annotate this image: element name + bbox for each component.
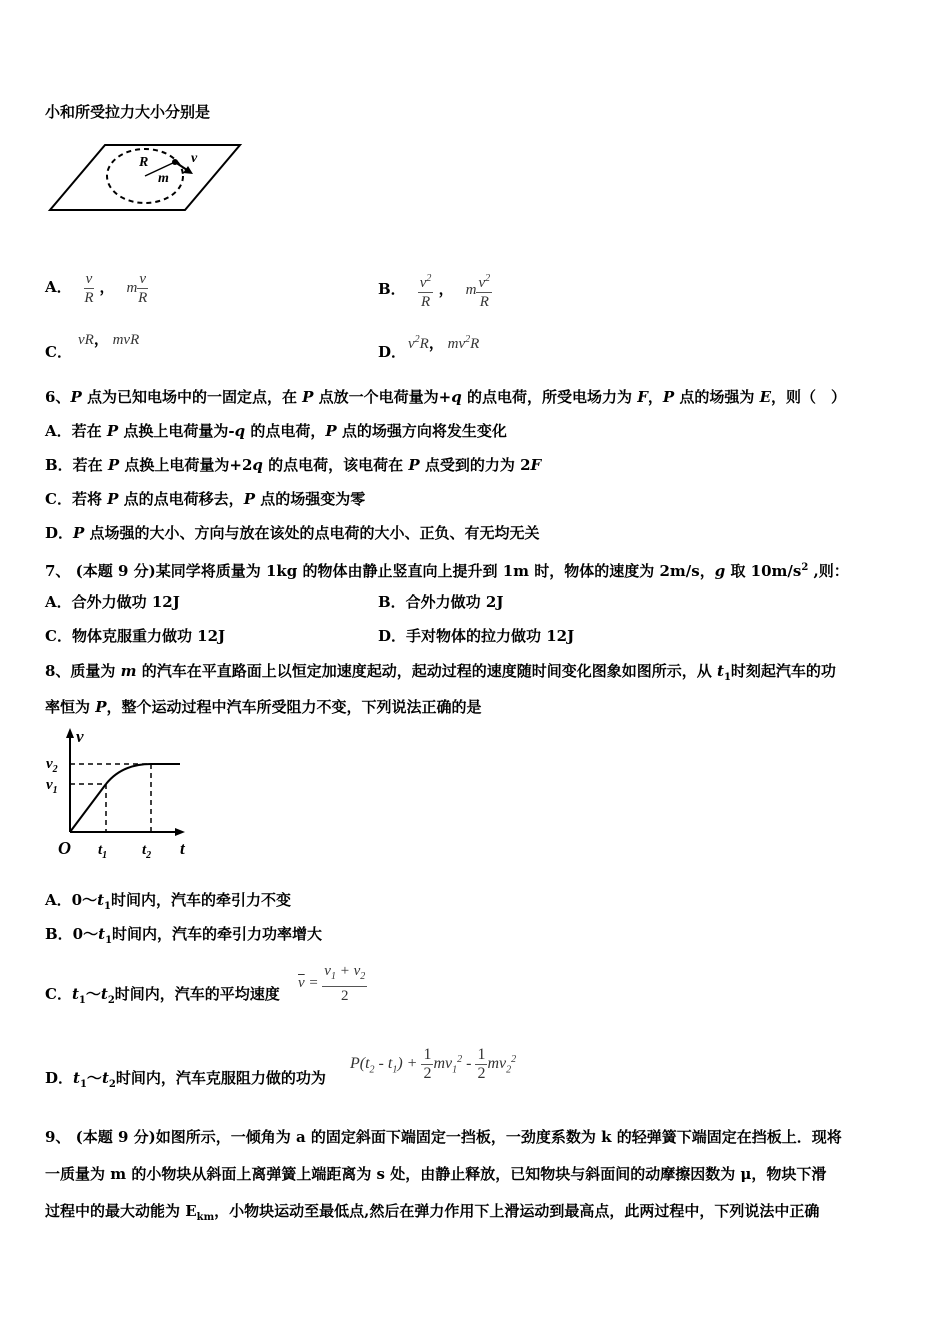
q5-option-b[interactable]: B． $\frac{v^2}{R}$ ， m $\frac{v^2}{R}$: [378, 270, 492, 311]
q6-option-c[interactable]: C．若将 P 点的点电荷移去，P 点的场强变为零: [45, 490, 366, 508]
tick-label-t1: $t_1$: [98, 842, 108, 861]
q8-stem-line1: 8、质量为 m 的汽车在平直路面上以恒定加速度起动，起动过程的速度随时间变化图象如图所示，从 $t_1$时刻起汽车的功: [45, 662, 836, 683]
q9-line3: 过程中的最大动能为 $E_{km}$，小物块运动至最低点,然后在弹力作用下上滑运动到最高点，此两过程中，下列说法中正确: [45, 1202, 820, 1223]
figure-label-v: v: [191, 151, 198, 166]
q9-line1: 9、 (本题 9 分)如图所示，一倾角为 a 的固定斜面下端固定一挡板，一劲度系数为 k 的轻弹簧下端固定在挡板上．现将: [45, 1128, 842, 1146]
q8-stem-line2: 率恒为 P，整个运动过程中汽车所受阻力不变，下列说法正确的是: [45, 698, 482, 716]
intro-line: 小和所受拉力大小分别是: [45, 103, 211, 121]
q6-option-b[interactable]: B．若在 P 点换上电荷量为+2q 的点电荷，该电荷在 P 点受到的力为 2F: [45, 456, 542, 474]
velocity-time-graph: [40, 728, 200, 863]
figure-label-m: m: [158, 171, 169, 186]
q5-option-c-expr: vR， mvR: [78, 332, 140, 348]
q8-option-d[interactable]: D．$t_1\sim t_2$时间内，汽车克服阻力做的功为: [45, 1069, 326, 1090]
q5-option-c[interactable]: C．: [45, 343, 72, 361]
q5-option-d[interactable]: D．: [378, 343, 407, 361]
graph-curve-segment: [106, 764, 151, 784]
q8-option-b[interactable]: B．$0\sim t_1$时间内，汽车的牵引力功率增大: [45, 925, 323, 946]
axis-label-t: t: [180, 839, 185, 858]
tick-label-v2: $v_2$: [46, 756, 58, 775]
tick-label-t2: $t_2$: [142, 842, 152, 861]
tick-label-v1: $v_1$: [46, 777, 58, 796]
q7-option-b[interactable]: B．合外力做功 2J: [378, 593, 504, 611]
q6-option-a[interactable]: A．若在 P 点换上电荷量为-q 的点电荷，P 点的场强方向将发生变化: [45, 422, 507, 440]
q8-option-a[interactable]: A．$0\sim t_1$时间内，汽车的牵引力不变: [45, 891, 291, 912]
q6-stem: 6、P 点为已知电场中的一固定点，在 P 点放一个电荷量为+q 的点电荷，所受电场力为 F，P 点的场强为 E，则（ ）: [45, 388, 847, 406]
q8-d-formula: $P(t_2 - t_1)$ + $\frac{1}{2}$ $mv_1^2$ - $\frac{1}{2}$ $mv_2^2$: [350, 1046, 517, 1082]
origin-label: O: [58, 838, 71, 858]
q6-option-d[interactable]: D．P 点场强的大小、方向与放在该处的点电荷的大小、正负、有无均无关: [45, 524, 540, 542]
circular-motion-figure: [45, 140, 245, 215]
q8-option-c[interactable]: C．$t_1\sim t_2$时间内，汽车的平均速度: [45, 985, 280, 1006]
q7-option-a[interactable]: A．合外力做功 12J: [45, 593, 180, 611]
q5-option-d-expr: $v^2R$， $mv^2R$: [408, 334, 480, 352]
q7-stem: 7、 (本题 9 分)某同学将质量为 1kg 的物体由静止竖直向上提升到 1m 时，物体的速度为 2m/s，g 取 $10m/s^2$ ,则：: [45, 562, 849, 580]
q7-option-c[interactable]: C．物体克服重力做功 12J: [45, 627, 226, 645]
q5-option-a[interactable]: A． $\frac{v}{R}$ ， m $\frac{v}{R}$: [45, 271, 148, 306]
q8-c-formula: $\overline{v}$ = $\frac{v_1 + v_2}{2}$: [298, 963, 366, 1004]
figure-label-R: R: [139, 155, 149, 170]
axis-label-v: v: [76, 727, 84, 746]
graph-linear-segment: [70, 784, 106, 832]
q9-line2: 一质量为 m 的小物块从斜面上离弹簧上端距离为 s 处，由静止释放，已知物块与斜面间的动摩擦因数为 μ，物块下滑: [45, 1165, 827, 1183]
q7-option-d[interactable]: D．手对物体的拉力做功 12J: [378, 627, 575, 645]
